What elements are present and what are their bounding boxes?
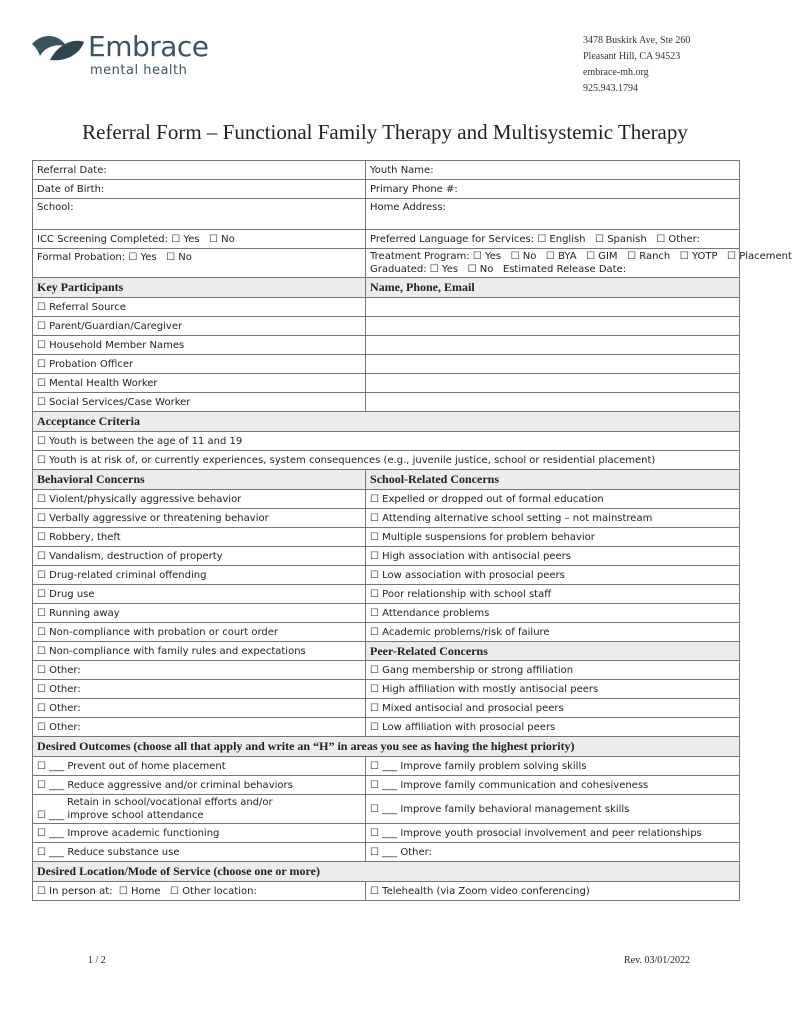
outcome-item[interactable]: ☐ ___ Improve family communication and cohesiveness: [366, 776, 740, 795]
school-item[interactable]: ☐ Attending alternative school setting – not mainstream: [366, 509, 740, 528]
page-title: Referral Form – Functional Family Therapy and Multisystemic Therapy: [82, 120, 688, 144]
in-person-option[interactable]: ☐ In person at: ☐ Home ☐ Other location:: [33, 882, 366, 901]
behavior-item[interactable]: ☐ Violent/physically aggressive behavior: [33, 490, 366, 509]
graduated: Graduated: ☐ Yes ☐ No Estimated Release Date:: [370, 264, 627, 275]
behavior-item[interactable]: ☐ Non-compliance with probation or court order: [33, 623, 366, 642]
outcome-other[interactable]: ☐ ___ Other:: [366, 843, 740, 862]
behavior-other[interactable]: ☐ Other:: [33, 680, 366, 699]
participant-parent[interactable]: ☐ Parent/Guardian/Caregiver: [33, 317, 366, 336]
outcome-item[interactable]: ☐ ___ Improve academic functioning: [33, 824, 366, 843]
behavior-item[interactable]: ☐ Running away: [33, 604, 366, 623]
behavior-item[interactable]: ☐ Drug use: [33, 585, 366, 604]
probation-field[interactable]: Formal Probation: ☐ Yes ☐ No: [33, 249, 366, 278]
address-line-1: 3478 Buskirk Ave, Ste 260: [583, 35, 691, 46]
school-item[interactable]: ☐ Attendance problems: [366, 604, 740, 623]
outcome-item[interactable]: ☐ ___ Improve family problem solving skills: [366, 757, 740, 776]
school-field[interactable]: School:: [33, 199, 366, 230]
key-participants-header: Key Participants: [33, 278, 366, 298]
participant-referral-source[interactable]: ☐ Referral Source: [33, 298, 366, 317]
desired-outcomes-header: Desired Outcomes (choose all that apply and write an “H” in areas you see as having the highest priority): [33, 737, 740, 757]
website: embrace-mh.org: [583, 67, 649, 78]
behavior-item[interactable]: ☐ Drug-related criminal offending: [33, 566, 366, 585]
behavioral-concerns-header: Behavioral Concerns: [33, 470, 366, 490]
outcome-line-2: ☐ ___ improve school attendance: [37, 810, 204, 821]
name-phone-email-header: Name, Phone, Email: [366, 278, 740, 298]
outcome-item[interactable]: ☐ ___ Improve youth prosocial involvement and peer relationships: [366, 824, 740, 843]
treatment-field[interactable]: [366, 249, 792, 278]
participant-household[interactable]: ☐ Household Member Names: [33, 336, 366, 355]
embrace-logo: [30, 30, 230, 80]
participant-social-services[interactable]: ☐ Social Services/Case Worker: [33, 393, 366, 412]
participant-input[interactable]: [366, 393, 740, 412]
outcome-line-1: Retain in school/vocational efforts and/or: [67, 797, 273, 808]
address-line-2: Pleasant Hill, CA 94523: [583, 51, 681, 62]
acceptance-risk[interactable]: ☐ Youth is at risk of, or currently experiences, system consequences (e.g., juvenile justice, school or residential placement): [33, 451, 740, 470]
outcome-item[interactable]: ☐ ___ Reduce aggressive and/or criminal behaviors: [33, 776, 366, 795]
school-item[interactable]: ☐ Academic problems/risk of failure: [366, 623, 740, 642]
peer-item[interactable]: ☐ Gang membership or strong affiliation: [366, 661, 740, 680]
youth-name-field[interactable]: Youth Name:: [366, 161, 740, 180]
dob-field[interactable]: Date of Birth:: [33, 180, 366, 199]
school-item[interactable]: ☐ Multiple suspensions for problem behavior: [366, 528, 740, 547]
telehealth-option[interactable]: ☐ Telehealth (via Zoom video conferencing): [366, 882, 740, 901]
outcome-item[interactable]: ☐ ___ Reduce substance use: [33, 843, 366, 862]
behavior-item[interactable]: ☐ Robbery, theft: [33, 528, 366, 547]
referral-date-field[interactable]: Referral Date:: [33, 161, 366, 180]
peer-concerns-header: Peer-Related Concerns: [366, 642, 740, 661]
behavior-item[interactable]: ☐ Vandalism, destruction of property: [33, 547, 366, 566]
home-address-field[interactable]: Home Address:: [366, 199, 740, 230]
location-header: Desired Location/Mode of Service (choose one or more): [33, 862, 740, 882]
school-concerns-header: School-Related Concerns: [366, 470, 740, 490]
peer-item[interactable]: ☐ High affiliation with mostly antisocial peers: [366, 680, 740, 699]
acceptance-age[interactable]: ☐ Youth is between the age of 11 and 19: [33, 432, 740, 451]
participant-input[interactable]: [366, 298, 740, 317]
school-item[interactable]: ☐ Low association with prosocial peers: [366, 566, 740, 585]
outcome-item[interactable]: ☐ ___ Improve family behavioral management skills: [366, 795, 740, 824]
page-number: 1 / 2: [88, 955, 106, 966]
referral-form: [32, 160, 792, 901]
outcome-item[interactable]: ☐ ___ Prevent out of home placement: [33, 757, 366, 776]
phone: 925.943.1794: [583, 83, 638, 94]
behavior-other[interactable]: ☐ Other:: [33, 661, 366, 680]
treatment-program: Treatment Program: ☐ Yes ☐ No ☐ BYA ☐ GIM ☐ Ranch ☐ YOTP ☐ Placement: [370, 251, 792, 262]
participant-input[interactable]: [366, 374, 740, 393]
behavior-other[interactable]: ☐ Other:: [33, 699, 366, 718]
contact-block: [583, 33, 690, 97]
revision-date: Rev. 03/01/2022: [624, 955, 691, 966]
participant-input[interactable]: [366, 336, 740, 355]
participant-probation-officer[interactable]: ☐ Probation Officer: [33, 355, 366, 374]
behavior-item[interactable]: ☐ Verbally aggressive or threatening behavior: [33, 509, 366, 528]
outcome-school-retention[interactable]: [33, 795, 366, 824]
participant-input[interactable]: [366, 355, 740, 374]
school-item[interactable]: ☐ Poor relationship with school staff: [366, 585, 740, 604]
school-item[interactable]: ☐ High association with antisocial peers: [366, 547, 740, 566]
participant-input[interactable]: [366, 317, 740, 336]
peer-item[interactable]: ☐ Low affiliation with prosocial peers: [366, 718, 740, 737]
leaf-icon: [30, 34, 86, 66]
participant-mental-health[interactable]: ☐ Mental Health Worker: [33, 374, 366, 393]
behavior-other[interactable]: ☐ Other:: [33, 718, 366, 737]
acceptance-criteria-header: Acceptance Criteria: [33, 412, 740, 432]
primary-phone-field[interactable]: Primary Phone #:: [366, 180, 740, 199]
peer-item[interactable]: ☐ Mixed antisocial and prosocial peers: [366, 699, 740, 718]
icc-screening-field[interactable]: ICC Screening Completed: ☐ Yes ☐ No: [33, 230, 366, 249]
language-field[interactable]: Preferred Language for Services: ☐ English ☐ Spanish ☐ Other:: [366, 230, 740, 249]
logo-wordmark: Embrace: [88, 30, 209, 63]
logo-subtitle: mental health: [90, 63, 188, 78]
school-item[interactable]: ☐ Expelled or dropped out of formal education: [366, 490, 740, 509]
behavior-item[interactable]: ☐ Non-compliance with family rules and expectations: [33, 642, 366, 661]
